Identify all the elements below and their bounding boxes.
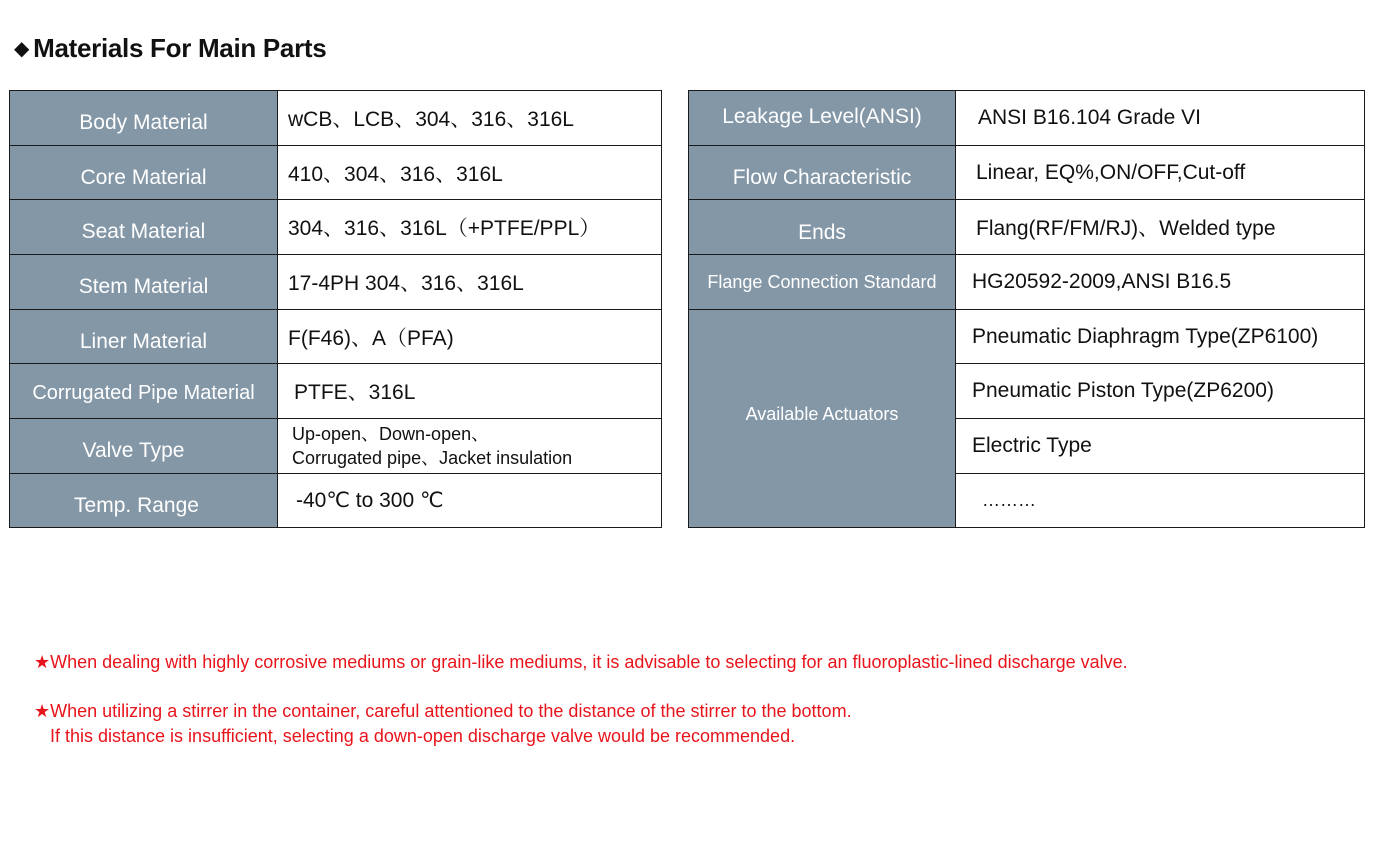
page-title-text: Materials For Main Parts (33, 33, 327, 63)
row-label: Stem Material (10, 255, 278, 310)
row-value: ANSI B16.104 Grade VI (956, 91, 1365, 146)
actuator-item: ……… (956, 474, 1365, 528)
row-value: -40℃ to 300 ℃ (278, 474, 662, 528)
table-row (689, 200, 1365, 255)
row-label: Body Material (10, 91, 278, 146)
valve-type-line-2: Corrugated pipe、Jacket insulation (292, 448, 573, 468)
table-row (689, 255, 1365, 310)
row-label: Flow Characteristic (689, 146, 956, 200)
row-value: Linear, EQ%,ON/OFF,Cut-off (956, 146, 1365, 200)
row-value: 410、304、316、316L (278, 146, 662, 200)
note-stirrer-line-1: ★When utilizing a stirrer in the container, careful attentioned to the distance of the stirrer to the bottom. (34, 701, 852, 721)
row-value: F(F46)、A（PFA) (278, 310, 662, 364)
table-row (10, 310, 662, 364)
valve-type-line-1: Up-open、Down-open、 (292, 424, 490, 444)
table-row (10, 146, 662, 200)
table-row (10, 91, 662, 146)
note-stirrer (34, 699, 852, 749)
table-row (689, 91, 1365, 146)
table-row (689, 310, 1365, 364)
actuator-item: Pneumatic Piston Type(ZP6200) (956, 364, 1365, 419)
table-row (10, 255, 662, 310)
table-row (10, 364, 662, 419)
row-label: Temp. Range (10, 474, 278, 528)
row-label: Flange Connection Standard (689, 255, 956, 310)
row-label: Leakage Level(ANSI) (689, 91, 956, 146)
row-label: Corrugated Pipe Material (10, 364, 278, 419)
table-row (10, 419, 662, 474)
row-value: Flang(RF/FM/RJ)、Welded type (956, 200, 1365, 255)
table-row (689, 146, 1365, 200)
actuator-item: Electric Type (956, 419, 1365, 474)
table-row (10, 200, 662, 255)
table-row (10, 474, 662, 528)
row-label: Ends (689, 200, 956, 255)
row-value: 304、316、316L（+PTFE/PPL） (278, 200, 662, 255)
row-label: Core Material (10, 146, 278, 200)
row-label: Liner Material (10, 310, 278, 364)
materials-table (9, 90, 662, 528)
row-value: HG20592-2009,ANSI B16.5 (956, 255, 1365, 310)
row-value: PTFE、316L (278, 364, 662, 419)
diamond-bullet-icon: ◆ (14, 38, 30, 60)
row-value: 17-4PH 304、316、316L (278, 255, 662, 310)
page-title (14, 33, 326, 64)
actuator-item: Pneumatic Diaphragm Type(ZP6100) (956, 310, 1365, 364)
available-actuators-label: Available Actuators (689, 310, 956, 528)
specifications-table (688, 90, 1365, 528)
note-stirrer-line-2: If this distance is insufficient, selecting a down-open discharge valve would be recommended. (50, 726, 796, 746)
row-value (278, 419, 662, 474)
row-label: Valve Type (10, 419, 278, 474)
note-fluoroplastic: ★When dealing with highly corrosive mediums or grain-like mediums, it is advisable to selecting for an fluoroplastic-lined discharge valve. (34, 652, 1128, 672)
row-value: wCB、LCB、304、316、316L (278, 91, 662, 146)
row-label: Seat Material (10, 200, 278, 255)
